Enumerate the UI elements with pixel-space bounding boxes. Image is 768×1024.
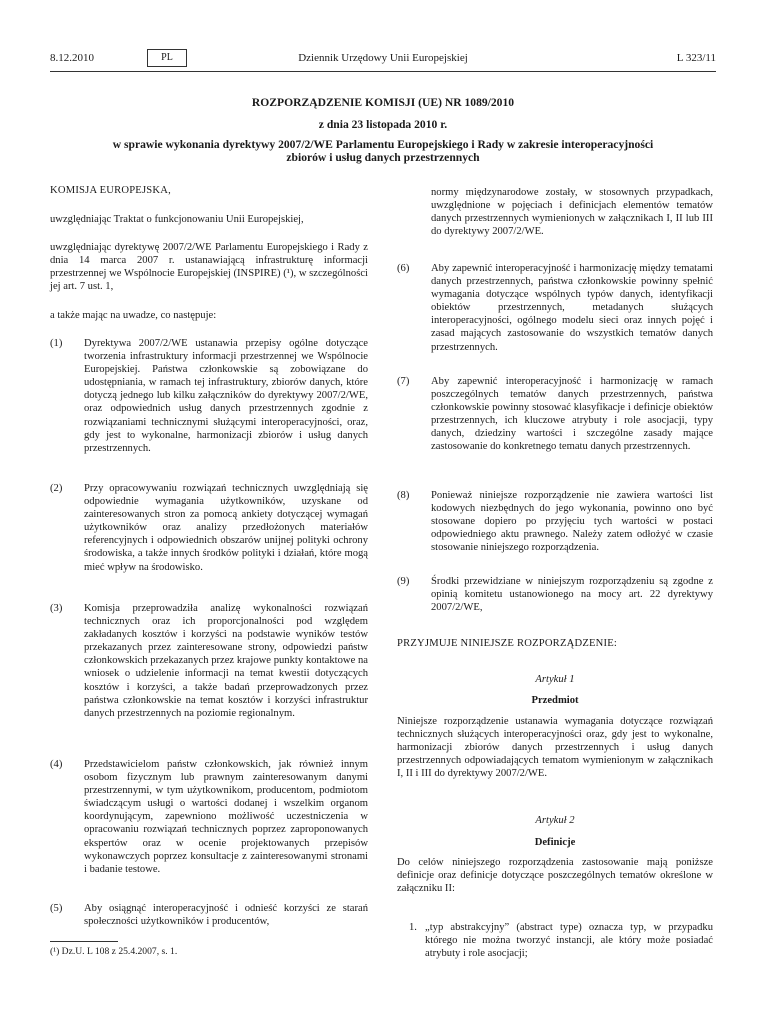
- adoption-line: PRZYJMUJE NINIEJSZE ROZPORZĄDZENIE:: [397, 638, 618, 649]
- recital-number: (3): [50, 603, 63, 614]
- commission-line: KOMISJA EUROPEJSKA,: [50, 185, 171, 196]
- header-rule: [50, 71, 716, 72]
- regulation-subject: w sprawie wykonania dyrektywy 2007/2/WE Parlamentu Europejskiego i Rady w zakresie interoperacyjności zbiorów i usług danych przestrzennych: [112, 138, 654, 164]
- article-2-text: Do celów niniejszego rozporządzenia zastosowanie mają poniższe definicje oraz definicje dotyczące poszczególnych tematów określone w załączniku II:: [397, 857, 713, 895]
- regulation-date: z dnia 23 listopada 2010 r.: [318, 118, 448, 131]
- recital-number: (7): [397, 376, 410, 387]
- recital-number: (4): [50, 759, 63, 770]
- citation-directive: uwzględniając dyrektywę 2007/2/WE Parlamentu Europejskiego i Rady z dnia 14 marca 2007 r. ustanawiającą infrastrukturę informacji przestrzennej we Wspólnocie Europejskiej (INSPIRE) (¹), w szczególności jej art. 7 ust. 1,: [50, 242, 368, 293]
- recital-text: Aby zapewnić interoperacyjność i harmonizację w ramach poszczególnych tematów danych przestrzennych, państwa członkowskie powinny stosować klasyfikacje i definicje obiektów przestrzennych, ich kluczowe atrybuty i role asocjacji, typy danych, dziedziny wartości i szczególne zasady mające zastosowanie do konkretnego tematu danych przestrzennych.: [431, 376, 713, 453]
- article-1-label: Artykuł 1: [535, 674, 575, 685]
- definition-number: 1.: [409, 922, 417, 933]
- page-number: L 323/11: [676, 52, 716, 64]
- recital-text: Przy opracowywaniu rozwiązań technicznych uwzględniają się odpowiednie wymagania użytkowników, uzyskane od zainteresowanych stron za pomocą ankiety dotyczącej wymagań użytkowników oraz analizy przedłożonych materiałów referencyjnych i odpowiednich obszarów unijnej polityki ochrony środowiska, a także innych środków polityki i działań, które mogą mieć wpływ na środowisko.: [84, 483, 368, 573]
- recital-number: (5): [50, 903, 63, 914]
- journal-title: Dziennik Urzędowy Unii Europejskiej: [298, 52, 468, 64]
- recital-text: Przedstawicielom państw członkowskich, jak również innym osobom fizycznym lub prawnym zainteresowanym danymi przestrzennymi, w tym użytkownikom, producentom, podmiotom świadczącym usługi o wartości dodanej i wszelkim organom koordynującym, zapewniono możliwość uczestniczenia w opracowaniu rozwiązań technicznych poprzez zaproponowanych ekspertów oraz w ocenie projektowanych przepisów wykonawczych poprzez konsultacje z zainteresowanymi stronami i badanie testowe.: [84, 759, 368, 875]
- recital-number: (8): [397, 490, 410, 501]
- article-1-heading: Przedmiot: [531, 695, 579, 706]
- language-badge: PL: [147, 49, 187, 67]
- regulation-title: ROZPORZĄDZENIE KOMISJI (UE) NR 1089/2010: [251, 96, 515, 109]
- footnote-rule: [50, 941, 118, 942]
- publication-date: 8.12.2010: [50, 52, 94, 64]
- recital-text: Aby zapewnić interoperacyjność i harmonizację między tematami danych przestrzennych, państwa członkowskie powinny spełnić wymagania dotyczące wspólnych typów danych, identyfikacji obiektów przestrzennych, metadanych służących interoperacyjności, ogólnego modelu sieci oraz innych pojęć i zasad mających zastosowanie do wszystkich tematów danych przestrzennych.: [431, 263, 713, 353]
- article-2-label: Artykuł 2: [535, 815, 575, 826]
- whereas-line: a także mając na uwadze, co następuje:: [50, 310, 217, 321]
- recital-number: (9): [397, 576, 410, 587]
- recital-text: Środki przewidziane w niniejszym rozporządzeniu są zgodne z opinią komitetu ustanowionego na mocy art. 22 dyrektywy 2007/2/WE,: [431, 576, 713, 614]
- page-header: [50, 49, 716, 71]
- recital-number: (2): [50, 483, 63, 494]
- recital-number: (6): [397, 263, 410, 274]
- recital-text: Komisja przeprowadziła analizę wykonalności rozwiązań technicznych oraz ich proporcjonalności pod względem zakładanych kosztów i korzyści na podstawie wyników testów przekazanych przez zainteresowane strony, odpowiedzi państw członkowskich przekazanych przez krajowe punkty kontaktowe na wniosek o udzielenie informacji na temat kwestii dotyczących kosztów i korzyści, a także badań przeprowadzonych przez państwa członkowskie na temat kosztów i korzyści infrastruktur danych przestrzennych na poziomie regionalnym.: [84, 603, 368, 719]
- recital-number: (1): [50, 338, 63, 349]
- article-1-text: Niniejsze rozporządzenie ustanawia wymagania dotyczące rozwiązań technicznych służących interoperacyjności oraz, gdy jest to wykonalne, harmonizacji zbiorów danych przestrzennych i usług danych przestrzennych odpowiadających tematom wymienionym w załącznikach I, II i III do dyrektywy 2007/2/WE.: [397, 716, 713, 780]
- recital-text: Ponieważ niniejsze rozporządzenie nie zawiera wartości list kodowych niezbędnych do jego wykonania, powinno ono być stosowane dopiero po przyjęciu tych wartości w postaci odpowiedniego aktu prawnego. Należy zatem odłożyć w czasie stosowanie niniejszego rozporządzenia.: [431, 490, 713, 554]
- recital-text: Aby osiągnąć interoperacyjność i odnieść korzyści ze starań społeczności użytkowników i producentów,: [84, 903, 368, 928]
- definition-text: „typ abstrakcyjny” (abstract type) oznacza typ, w przypadku którego nie można tworzyć instancji, ale który może posiadać atrybuty i role asocjacji;: [425, 922, 713, 960]
- recital-text: Dyrektywa 2007/2/WE ustanawia przepisy ogólne dotyczące tworzenia infrastruktury informacji przestrzennej we Wspólnocie Europejskiej. Państwa członkowskie są zobowiązane do udostępniania, w ramach tej infrastruktury, zbiorów danych, które dotyczą jednego lub kilku załączników do dyrektywy 2007/2/WE, oraz odpowiednich usług danych przestrzennych zgodnie z rozwiązaniami technicznymi służącymi interoperacyjności, oraz, gdy jest to wykonalne, harmonizacji zbiorów i usług danych przestrzennych.: [84, 338, 368, 454]
- citation-treaty: uwzględniając Traktat o funkcjonowaniu Unii Europejskiej,: [50, 214, 304, 225]
- recital-continuation: normy międzynarodowe zostały, w stosownych przypadkach, uwzględnione w pojęciach i definicjach elementów tematów danych przestrzennych wymienionych w załącznikach I, II lub III do dyrektywy 2007/2/WE.: [431, 187, 713, 238]
- footnote: (¹) Dz.U. L 108 z 25.4.2007, s. 1.: [50, 946, 178, 957]
- article-2-heading: Definicje: [534, 837, 576, 848]
